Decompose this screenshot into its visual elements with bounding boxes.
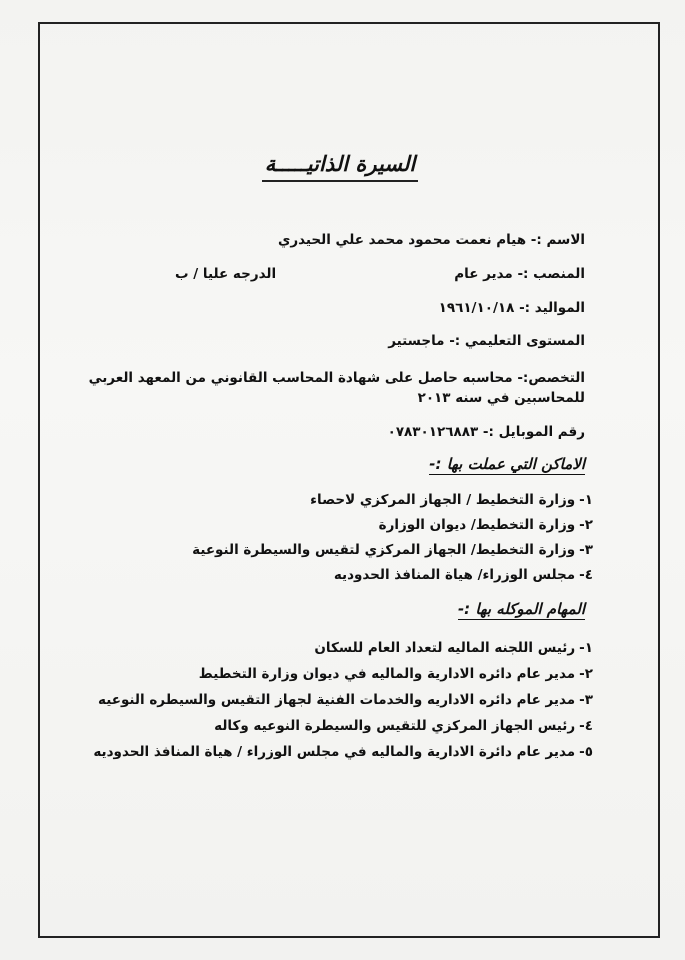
list-item: ١-وزارة التخطيط / الجهاز المركزي لاحصاء xyxy=(310,492,593,508)
list-item: ٤-رئيس الجهاز المركزي للتقيس والسيطرة النوعيه وكاله xyxy=(214,718,593,734)
mobile-field: رقم الموبايل :- ٠٧٨٣٠١٢٦٨٨٣ xyxy=(387,424,585,440)
list-item: ٢-وزارة التخطيط/ ديوان الوزارة xyxy=(378,517,593,533)
list-item: ٣-وزارة التخطيط/ الجهاز المركزي لتقيس والسيطرة النوعية xyxy=(192,542,593,558)
list-item: ٢-مدير عام دائره الادارية والماليه في ديوان وزارة التخطيط xyxy=(198,666,593,682)
list-item: ١-رئيس اللجنه الماليه لتعداد العام للسكان xyxy=(314,640,593,656)
list-item: ٣-مدير عام دائره الاداريه والخدمات الفنية لجهاز التقيس والسيطره النوعيه xyxy=(98,692,593,708)
list-item: ٤-مجلس الوزراء/ هياة المنافذ الحدوديه xyxy=(333,567,593,583)
birth-field: المواليد :- ١٩٦١/١٠/١٨ xyxy=(438,300,585,316)
education-field: المستوى التعليمي :- ماجستير xyxy=(388,333,585,349)
tasks-heading: المهام الموكله بها :- xyxy=(457,600,585,618)
title-underline xyxy=(262,180,418,182)
name-field: الاسم :- هيام نعمت محمود محمد علي الحيدري xyxy=(277,232,585,248)
list-item: ٥-مدير عام دائرة الادارية والماليه في مجلس الوزراء / هياة المنافذ الحدوديه xyxy=(93,744,593,760)
workplaces-heading: الاماكن التي عملت بها :- xyxy=(429,455,585,473)
specialization-field: التخصص:- محاسبه حاصل على شهادة المحاسب القانوني من المعهد العربي xyxy=(88,370,585,386)
position-field: المنصب :- مدير عام xyxy=(454,266,585,282)
specialization-field-cont: للمحاسبين في سنه ٢٠١٣ xyxy=(417,390,585,406)
grade-field: الدرجه عليا / ب xyxy=(175,266,277,282)
document-title: السيرة الذاتيـــــة xyxy=(264,151,416,176)
